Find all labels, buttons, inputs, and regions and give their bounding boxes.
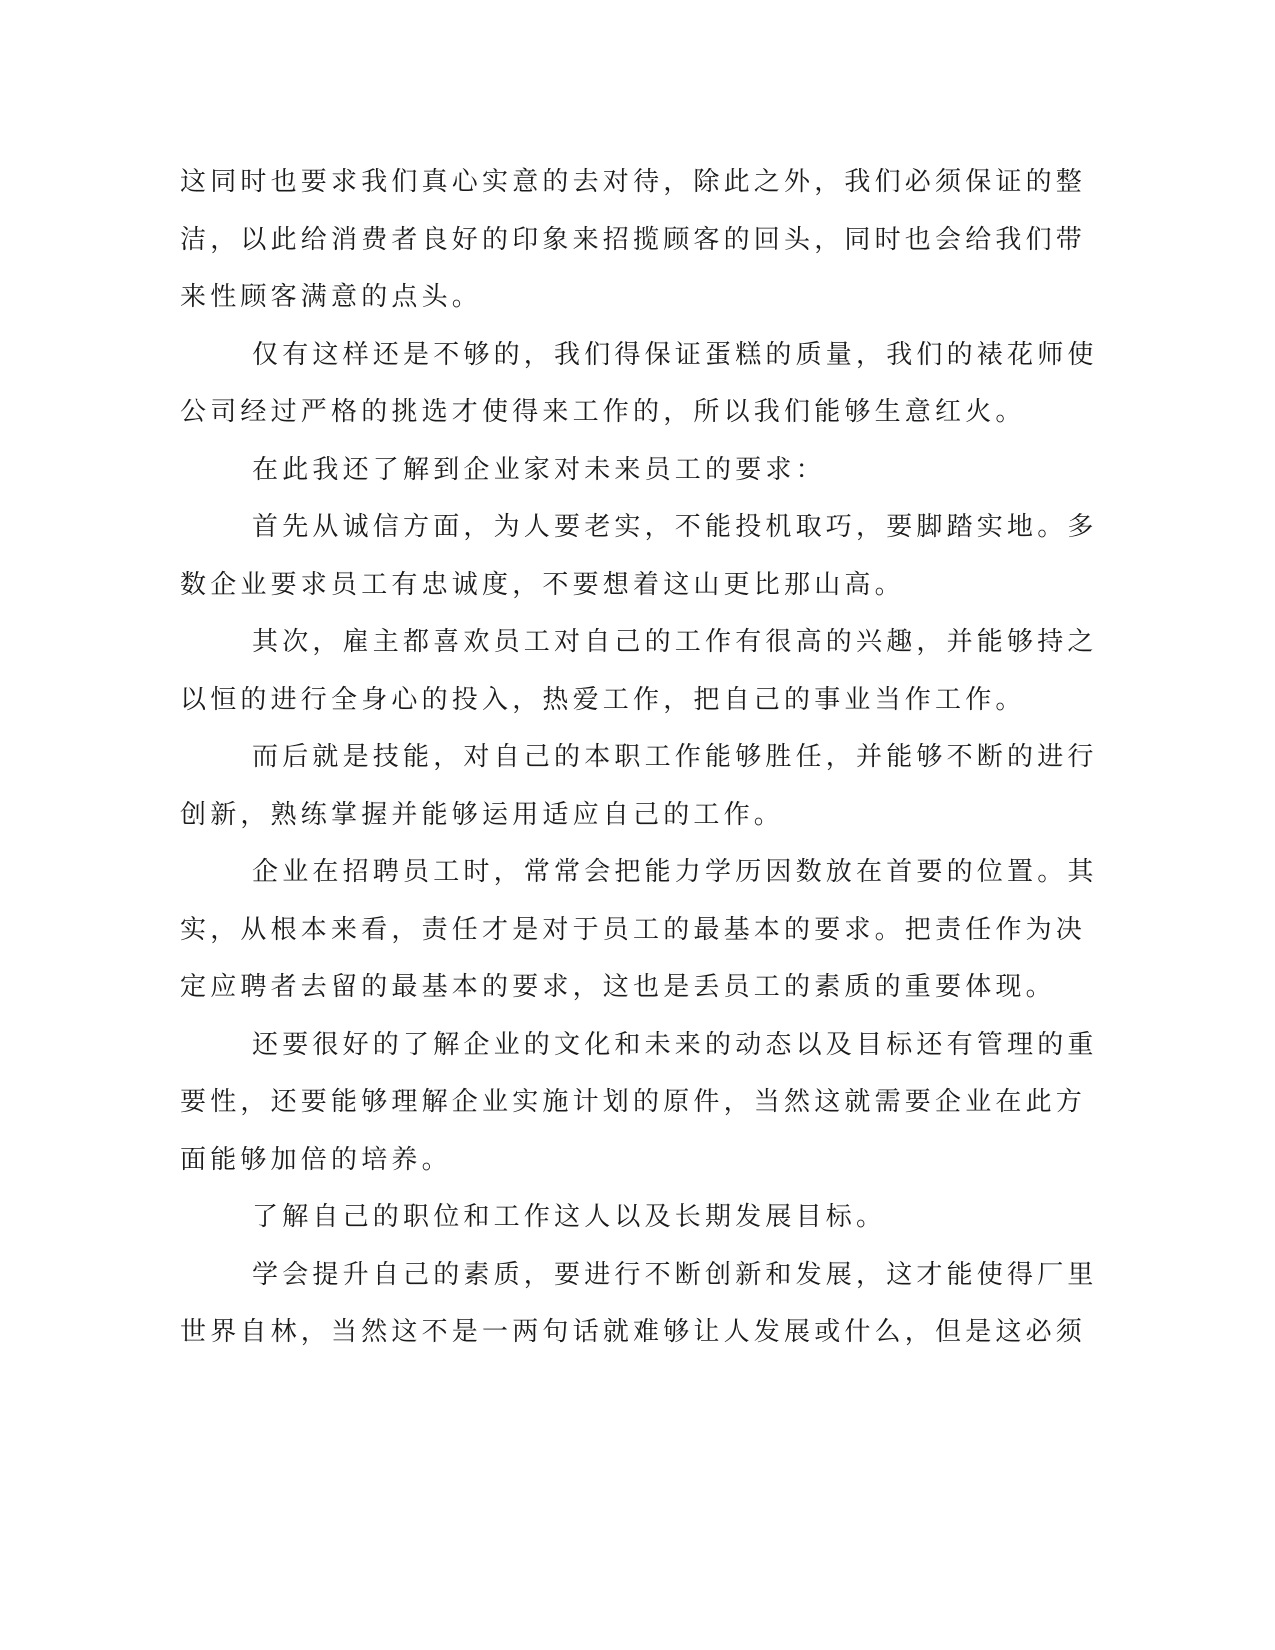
text-line: 首先从诚信方面，为人要老实，不能投机取巧，要脚踏实地。多 (252, 512, 1098, 542)
text-line: 数企业要求员工有忠诚度，不要想着这山更比那山高。 (180, 569, 905, 600)
text-line: 企业在招聘员工时，常常会把能力学历因数放在首要的位置。其 (252, 857, 1098, 887)
text-line: 仅有这样还是不够的，我们得保证蛋糕的质量，我们的裱花师使 (252, 339, 1098, 370)
text-line: 在此我还了解到企业家对未来员工的要求： (252, 454, 826, 485)
text-line: 实，从根本来看，责任才是对于员工的最基本的要求。把责任作为决 (180, 914, 1087, 945)
text-line: 创新，熟练掌握并能够运用适应自己的工作。 (180, 799, 785, 830)
text-line: 其次，雇主都喜欢员工对自己的工作有很高的兴趣，并能够持之 (252, 627, 1098, 657)
text-line: 以恒的进行全身心的投入，热爱工作，把自己的事业当作工作。 (180, 684, 1026, 715)
text-line: 了解自己的职位和工作这人以及长期发展目标。 (252, 1202, 887, 1232)
text-line: 来性顾客满意的点头。 (180, 282, 483, 312)
text-line: 面能够加倍的培养。 (180, 1144, 452, 1175)
text-line: 这同时也要求我们真心实意的去对待，除此之外，我们必须保证的整 (180, 167, 1087, 197)
text-line: 公司经过严格的挑选才使得来工作的，所以我们能够生意红火。 (180, 397, 1026, 427)
text-line: 世界自林，当然这不是一两句话就难够让人发展或什么，但是这必须 (180, 1317, 1087, 1347)
text-line: 定应聘者去留的最基本的要求，这也是丢员工的素质的重要体现。 (180, 972, 1056, 1002)
text-line: 要性，还要能够理解企业实施计划的原件，当然这就需要企业在此方 (180, 1087, 1087, 1117)
text-line: 学会提升自己的素质，要进行不断创新和发展，这才能使得厂里 (252, 1259, 1098, 1290)
text-line: 而后就是技能，对自己的本职工作能够胜任，并能够不断的进行 (252, 742, 1098, 772)
text-line: 还要很好的了解企业的文化和未来的动态以及目标还有管理的重 (252, 1029, 1098, 1060)
document-body (180, 154, 1098, 1362)
text-line: 洁，以此给消费者良好的印象来招揽顾客的回头，同时也会给我们带 (180, 224, 1087, 255)
